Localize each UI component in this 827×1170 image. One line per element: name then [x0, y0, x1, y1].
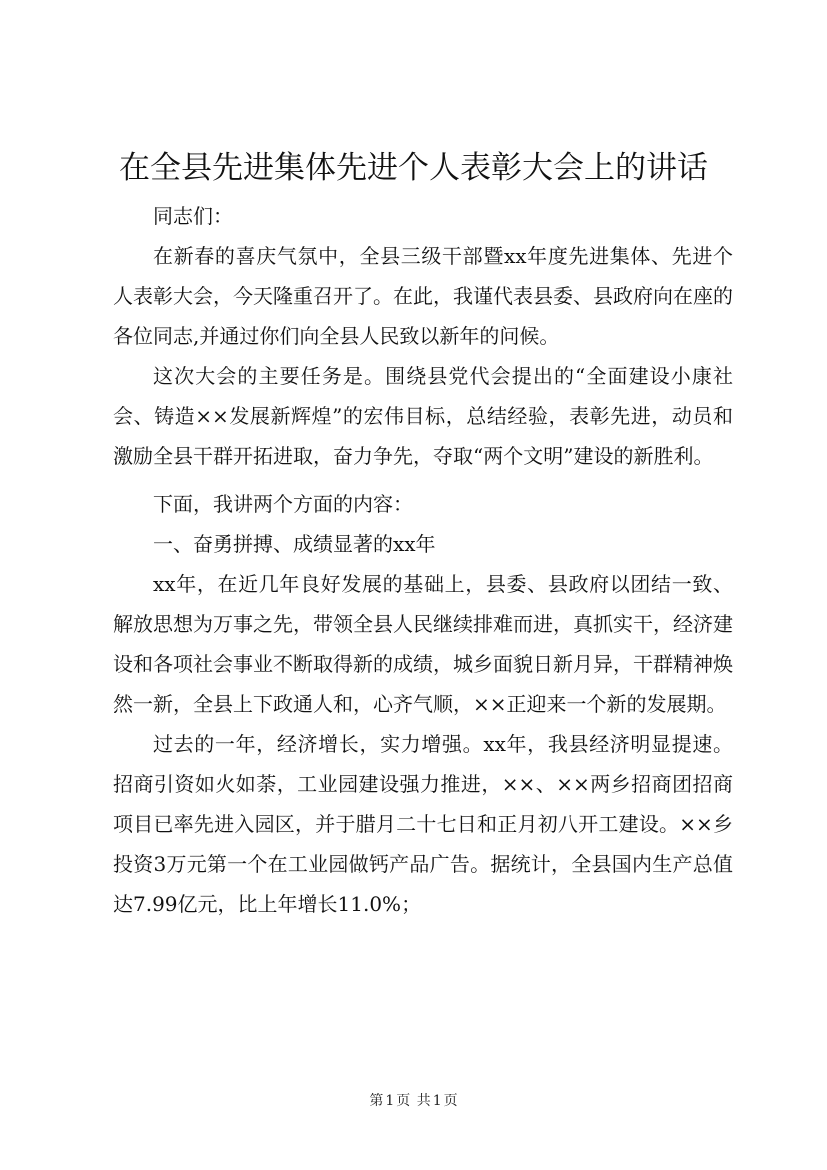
total-suffix: 页: [443, 1093, 458, 1109]
paragraph-outline: 下面，我讲两个方面的内容：: [153, 492, 413, 516]
page-prefix: 第: [369, 1093, 384, 1109]
page-footer: [0, 1091, 827, 1111]
document-title: 在全县先进集体先进个人表彰大会上的讲话: [119, 150, 708, 186]
paragraph-salutation: 同志们：: [153, 204, 233, 228]
paragraph-task: 这次大会的主要任务是。围绕县党代会提出的“全面建设小康社会、铸造××发展新辉煌”的宏伟目标，总结经验，表彰先进，动员和激励全县干群开拓进取，奋力争先，夺取“两个文明”建设的新胜利。: [113, 364, 733, 468]
paragraph-economy: 过去的一年，经济增长，实力增强。xx年，我县经济明显提速。招商引资如火如荼，工业园建设强力推进，××、××两乡招商团招商项目已率先进入园区，并于腊月二十七日和正月初八开工建设。××乡投资3万元第一个在工业园做钙产品广告。据统计，全县国内生产总值达7.99亿元，比上年增长11.0%；: [113, 732, 733, 916]
section-heading-1: 一、奋勇拼搏、成绩显著的xx年: [153, 532, 436, 556]
paragraph-opening: 在新春的喜庆气氛中，全县三级干部暨xx年度先进集体、先进个人表彰大会，今天隆重召开了。在此，我谨代表县委、县政府向在座的各位同志,并通过你们向全县人民致以新年的问候。: [113, 244, 733, 348]
page-number: 1: [385, 1093, 395, 1109]
paragraph-achievements: xx年，在近几年良好发展的基础上，县委、县政府以团结一致、解放思想为万事之先，带领全县人民继续排难而进，真抓实干，经济建设和各项社会事业不断取得新的成绩，城乡面貌日新月异，干群精神焕然一新，全县上下政通人和，心齐气顺，××正迎来一个新的发展期。: [113, 572, 733, 716]
document-body: [113, 196, 733, 924]
page-suffix: 页: [396, 1093, 411, 1109]
total-pages: 1: [432, 1093, 442, 1109]
total-prefix: 共: [416, 1093, 431, 1109]
